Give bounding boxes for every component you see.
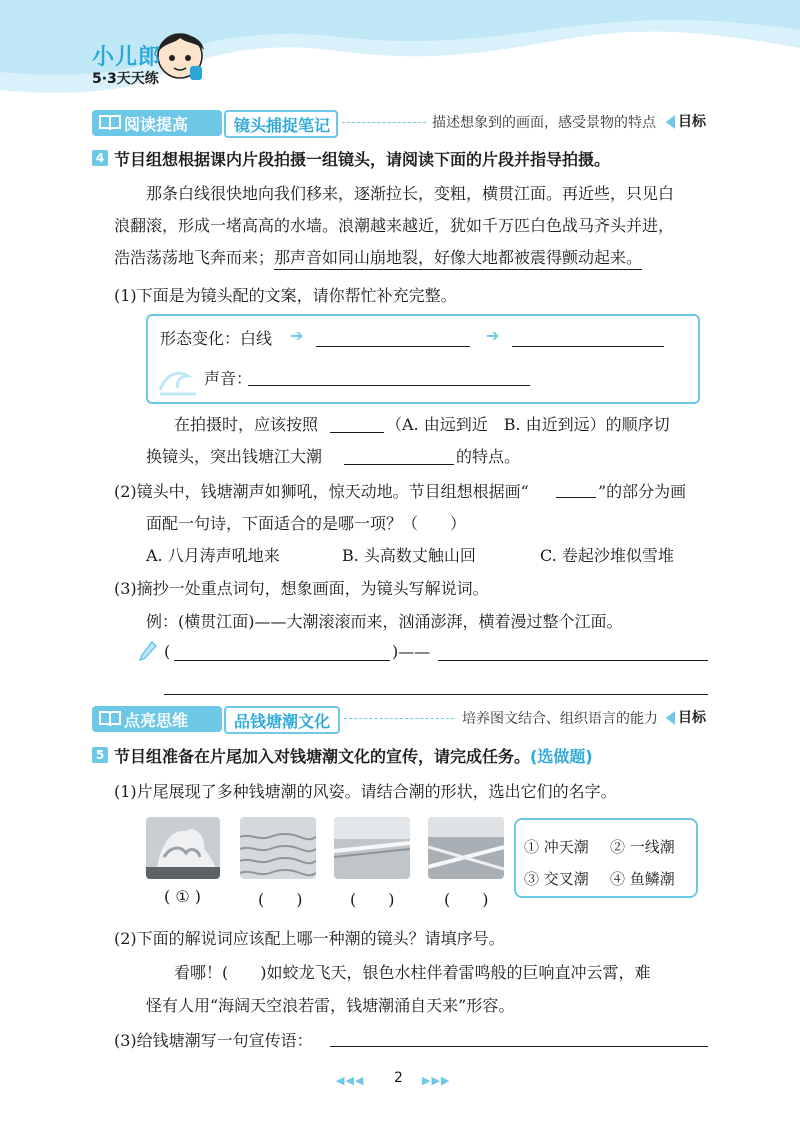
choice-item: ② 一线潮 <box>610 838 675 856</box>
book-icon <box>98 710 122 728</box>
choice-item: ④ 鱼鳞潮 <box>610 870 675 888</box>
order-sentence-options: （A. 由远到近 B. 由近到远）的顺序切 <box>386 415 670 434</box>
section-tag-label: 阅读提高 <box>124 115 189 134</box>
section-tag-label: 点亮思维 <box>124 711 189 730</box>
section-title-box <box>224 706 340 734</box>
arrow-right-icon: ➔ <box>290 326 304 345</box>
answer-open-paren: ( <box>164 642 171 661</box>
photo-answer[interactable]: ( ) <box>258 890 303 909</box>
section-goal: 描述想象到的画面，感受景物的特点 <box>432 115 656 131</box>
sub-question-cont: 面配一句诗，下面适合的是哪一项？（ ） <box>146 514 467 533</box>
sub-question: (1)下面是为镜头配的文案，请你帮忙补充完整。 <box>114 286 457 305</box>
answer-blank[interactable] <box>164 694 708 695</box>
answer-blank[interactable] <box>556 497 596 498</box>
section-divider <box>342 122 426 123</box>
section-title: 镜头捕捉笔记 <box>234 116 331 135</box>
section-title: 品钱塘潮文化 <box>234 712 331 731</box>
option-a[interactable]: A. 八月涛声吼地来 <box>146 546 280 565</box>
answer-close-paren: )—— <box>392 642 431 661</box>
passage-underlined-segment: 那声音如同山崩地裂，好像大地都被震得颤动起来。 <box>274 248 642 270</box>
section-divider <box>344 718 454 719</box>
answer-blank[interactable] <box>438 660 708 661</box>
book-icon <box>98 114 122 132</box>
narration-line: 看哪！( )如蛟龙飞天，银色水柱伴着雷鸣般的巨响直冲云霄，难 <box>174 963 651 982</box>
section-bar-thinking <box>92 706 712 732</box>
photo-answer[interactable]: ( ① ) <box>164 887 201 906</box>
photo-chongtian-tide <box>146 817 220 879</box>
example-text: 例：(横贯江面)——大潮滚滚而来，汹涌澎湃，横着漫过整个江面。 <box>146 612 623 631</box>
shape-change-label: 形态变化：白线 <box>160 329 273 348</box>
photo-answer[interactable]: ( ) <box>350 890 395 909</box>
passage-line <box>114 245 642 268</box>
question-number: 4 <box>92 150 108 166</box>
goal-badge: 目标 <box>664 111 710 133</box>
order-sentence-end: 的特点。 <box>456 447 521 466</box>
choice-item: ③ 交叉潮 <box>524 870 589 888</box>
answer-blank[interactable] <box>174 660 390 661</box>
goal-badge: 目标 <box>664 707 710 729</box>
option-c[interactable]: C. 卷起沙堆似雪堆 <box>540 546 674 565</box>
order-sentence-start: 在拍摄时，应该按照 <box>174 415 319 434</box>
answer-blank[interactable] <box>330 432 384 433</box>
passage-line: 浪翻滚，形成一堵高高的水墙。浪潮越来越近，犹如千万匹白色战马齐头并进， <box>114 216 675 235</box>
sub-question: (2)下面的解说词应该配上哪一种潮的镜头？请填序号。 <box>114 929 505 948</box>
optional-tag: (选做题) <box>530 747 593 766</box>
question-title: 节目组想根据课内片段拍摄一组镜头，请阅读下面的片段并指导拍摄。 <box>114 150 611 169</box>
sub-question: (1)片尾展现了多种钱塘潮的风姿。请结合潮的形状，选出它们的名字。 <box>114 782 617 801</box>
question-number: 5 <box>92 747 108 763</box>
sub-question-cont: ”的部分为画 <box>598 482 687 501</box>
order-sentence-cont: 换镜头，突出钱塘江大潮 <box>146 447 323 466</box>
brand-subtitle: 5·3天天练 <box>92 71 159 87</box>
answer-blank[interactable] <box>316 346 470 347</box>
sub-question: (2)镜头中，钱塘潮声如狮吼，惊天动地。节目组想根据画“ <box>114 482 529 501</box>
section-tag <box>92 110 222 136</box>
passage-line: 那条白线很快地向我们移来，逐渐拉长，变粗，横贯江面。再近些，只见白 <box>146 184 675 203</box>
section-tag <box>92 706 222 732</box>
question-title-text: 节目组准备在片尾加入对钱塘潮文化的宣传，请完成任务。 <box>114 747 531 766</box>
arrow-right-icon: ➔ <box>486 326 500 345</box>
answer-blank[interactable] <box>344 464 454 465</box>
section-title-box <box>224 110 338 138</box>
sub-question: (3)给钱塘潮写一句宣传语： <box>114 1031 313 1050</box>
narration-line: 怪有人用“海阔天空浪若雷，钱塘潮涌自天来”形容。 <box>146 996 515 1015</box>
wave-decoration-icon <box>158 360 198 396</box>
photo-jiaocha-tide <box>428 817 504 879</box>
pager-next-icon: ▶▶▶ <box>422 1074 451 1087</box>
choice-item: ① 冲天潮 <box>524 838 589 856</box>
sound-label: 声音： <box>204 369 253 388</box>
option-b[interactable]: B. 头高数丈触山回 <box>342 546 476 565</box>
page-number: 2 <box>394 1070 403 1086</box>
slogan-blank[interactable] <box>330 1046 708 1047</box>
pencil-icon <box>138 640 158 664</box>
photo-answer[interactable]: ( ) <box>444 890 489 909</box>
section-goal: 培养图文结合、组织语言的能力 <box>462 711 658 727</box>
pager-prev-icon: ◀◀◀ <box>336 1074 365 1087</box>
sub-question: (3)摘抄一处重点词句，想象画面，为镜头写解说词。 <box>114 579 489 598</box>
passage-segment: 浩浩荡荡地飞奔而来； <box>114 248 275 267</box>
question-title <box>114 744 593 767</box>
section-bar-reading <box>92 110 712 136</box>
photo-yixian-tide <box>334 817 410 879</box>
answer-blank[interactable] <box>512 346 664 347</box>
brand-logo: 小儿郎 <box>92 45 162 70</box>
photo-yulin-tide <box>240 817 316 879</box>
answer-blank[interactable] <box>248 385 530 386</box>
